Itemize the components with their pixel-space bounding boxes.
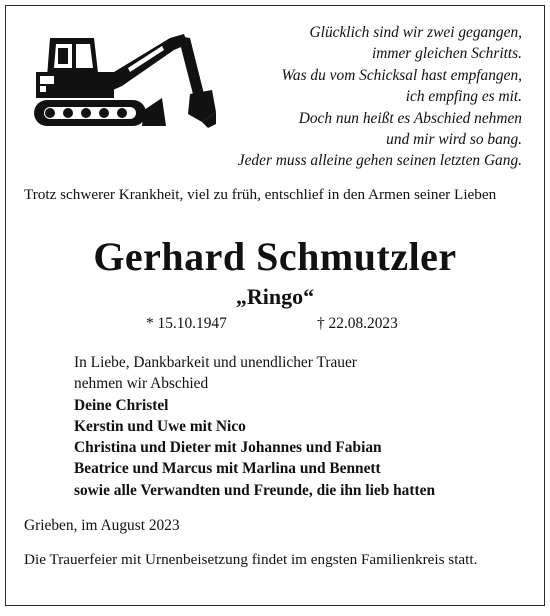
deceased-nickname: „Ringo“ [235, 284, 315, 309]
poem-line: Was du vom Schicksal hast empfangen, [281, 66, 522, 84]
poem [192, 22, 522, 172]
obituary-notice [5, 5, 545, 606]
poem-line: und mir wird so bang. [386, 131, 522, 149]
mourner-name: Christina und Dieter mit Johannes und Fabian [74, 439, 382, 457]
poem-line: Jeder muss alleine gehen seinen letzten Gang. [237, 152, 522, 170]
mourners-intro-line: nehmen wir Abschied [74, 375, 209, 393]
mourner-name: Deine Christel [74, 396, 169, 414]
place-date: Grieben, im August 2023 [24, 517, 180, 534]
mourners-intro-line: In Liebe, Dankbarkeit und unendlicher Trauer [74, 354, 357, 371]
poem-line: immer gleichen Schritts. [371, 45, 522, 63]
poem-line: Glücklich sind wir zwei gegangen, [309, 24, 522, 41]
deceased-name: Gerhard Schmutzler [93, 234, 457, 279]
mourners-block [74, 352, 435, 501]
mourner-name: Beatrice und Marcus mit Marlina und Bennett [74, 460, 381, 478]
poem-line: ich empfing es mit. [405, 88, 522, 106]
intro-text: Trotz schwerer Krankheit, viel zu früh, entschlief in den Armen seiner Lieben [24, 186, 497, 203]
poem-line: Doch nun heißt es Abschied nehmen [298, 109, 522, 127]
mourner-name: Kerstin und Uwe mit Nico [74, 417, 246, 435]
birth-date: * 15.10.1947 [146, 315, 227, 332]
mourner-name: sowie alle Verwandten und Freunde, die ihn lieb hatten [74, 481, 436, 499]
funeral-notice: Die Trauerfeier mit Urnenbeisetzung findet im engsten Familienkreis statt. [24, 551, 478, 568]
death-date: † 22.08.2023 [317, 315, 398, 332]
